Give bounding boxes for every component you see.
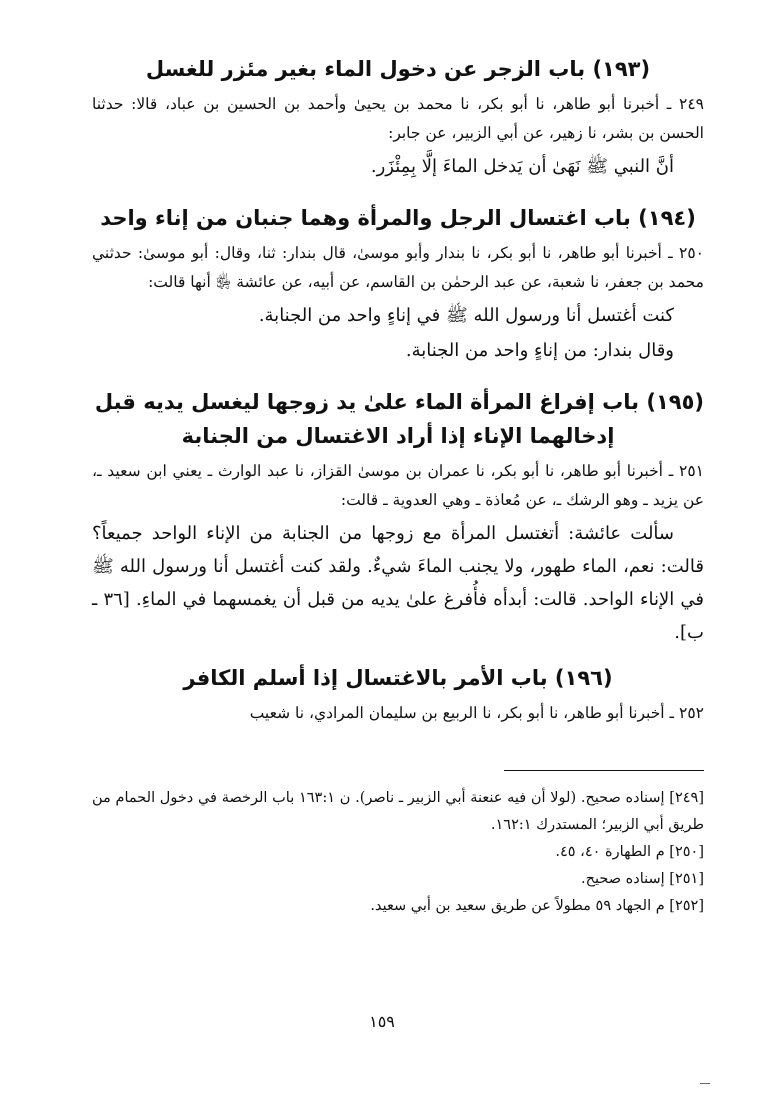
book-page xyxy=(92,52,704,920)
chapter-heading-193: (١٩٣) باب الزجر عن دخول الماء بغير مئزر للغسل xyxy=(145,57,651,81)
hadith-isnad-250: ٢٥٠ ـ أخبرنا أبو طاهر، نا أبو بكر، نا بندار وأبو موسىٰ، قال بندار: ثنا، وقال: أبو موسىٰ: حدثني محمد بن جعفر، نا شعبة، عن عبد الرحمٰن بن القاسم، عن أبيه، عن عائشة ﵂ أنها قالت: xyxy=(92,244,704,291)
hadith-text-250: كنت أغتسل أنا ورسول الله ﷺ في إناءٍ واحد من الجنابة. xyxy=(258,305,674,326)
chapter-heading-195: (١٩٥) باب إفراغ المرأة الماء علىٰ يد زوجها ليغسل يديه قبل إدخالهما الإناء إذا أراد الاغتسال من الجنابة xyxy=(94,390,704,448)
hadith-isnad-249: ٢٤٩ ـ أخبرنا أبو طاهر، نا أبو بكر، نا محمد بن يحيىٰ وأحمد بن الحسين بن عباد، قالا: حدثنا الحسن بن بشر، نا زهير، عن أبي الزبير، عن جابر: xyxy=(92,95,704,142)
footnote-250: [٢٥٠] م الطهارة ٤٠، ٤٥. xyxy=(555,844,704,860)
scan-edge-mark xyxy=(700,1083,710,1084)
chapter-heading-194: (١٩٤) باب اغتسال الرجل والمرأة وهما جنبان من إناء واحد xyxy=(100,206,696,230)
footnote-divider xyxy=(504,770,704,771)
hadith-text-251: سألت عائشة: أتغتسل المرأة مع زوجها من الجنابة من الإناء الواحد جميعاً؟ قالت: نعم، الماء طهور، ولا يجنب الماءَ شيءٌ. ولقد كنت أغتسل أنا ورسول الله ﷺ في الإناء الواحد. قالت: أبدأه فأُفرغ علىٰ يديه من قبل أن يغمسهما في الماءِ. [٣٦ ـ ب]. xyxy=(92,523,704,643)
hadith-isnad-252: ٢٥٢ ـ أخبرنا أبو طاهر، نا أبو بكر، نا الربيع بن سليمان المرادي، نا شعيب xyxy=(249,704,704,722)
chapter-heading-196: (١٩٦) باب الأمر بالاغتسال إذا أسلم الكافر xyxy=(183,666,613,690)
page-number: ١٥٩ xyxy=(369,1012,395,1031)
footnote-252: [٢٥٢] م الجهاد ٥٩ مطولاً عن طريق سعيد بن أبي سعيد. xyxy=(370,898,704,914)
hadith-text-249: أنَّ النبي ﷺ نَهَىٰ أن يَدخل الماءَ إلَّا بِمِئْزَر. xyxy=(370,156,674,177)
footnote-251: [٢٥١] إسناده صحيح. xyxy=(581,871,704,887)
footnote-249: [٢٤٩] إسناده صحيح. (لولا أن فيه عنعنة أبي الزبير ـ ناصر). ن ١٦٣:١ باب الرخصة في دخول الحمام من طريق أبي الزبير؛ المستدرك ١٦٢:١. xyxy=(92,790,704,833)
hadith-variant-250: وقال بندار: من إناءٍ واحد من الجنابة. xyxy=(405,340,674,361)
hadith-isnad-251: ٢٥١ ـ أخبرنا أبو طاهر، نا أبو بكر، نا عمران بن موسىٰ القزاز، نا عبد الوارث ـ يعني ابن سعيد ـ، عن يزيد ـ وهو الرشك ـ، عن مُعاذة ـ وهي العدوية ـ قالت: xyxy=(92,462,704,509)
